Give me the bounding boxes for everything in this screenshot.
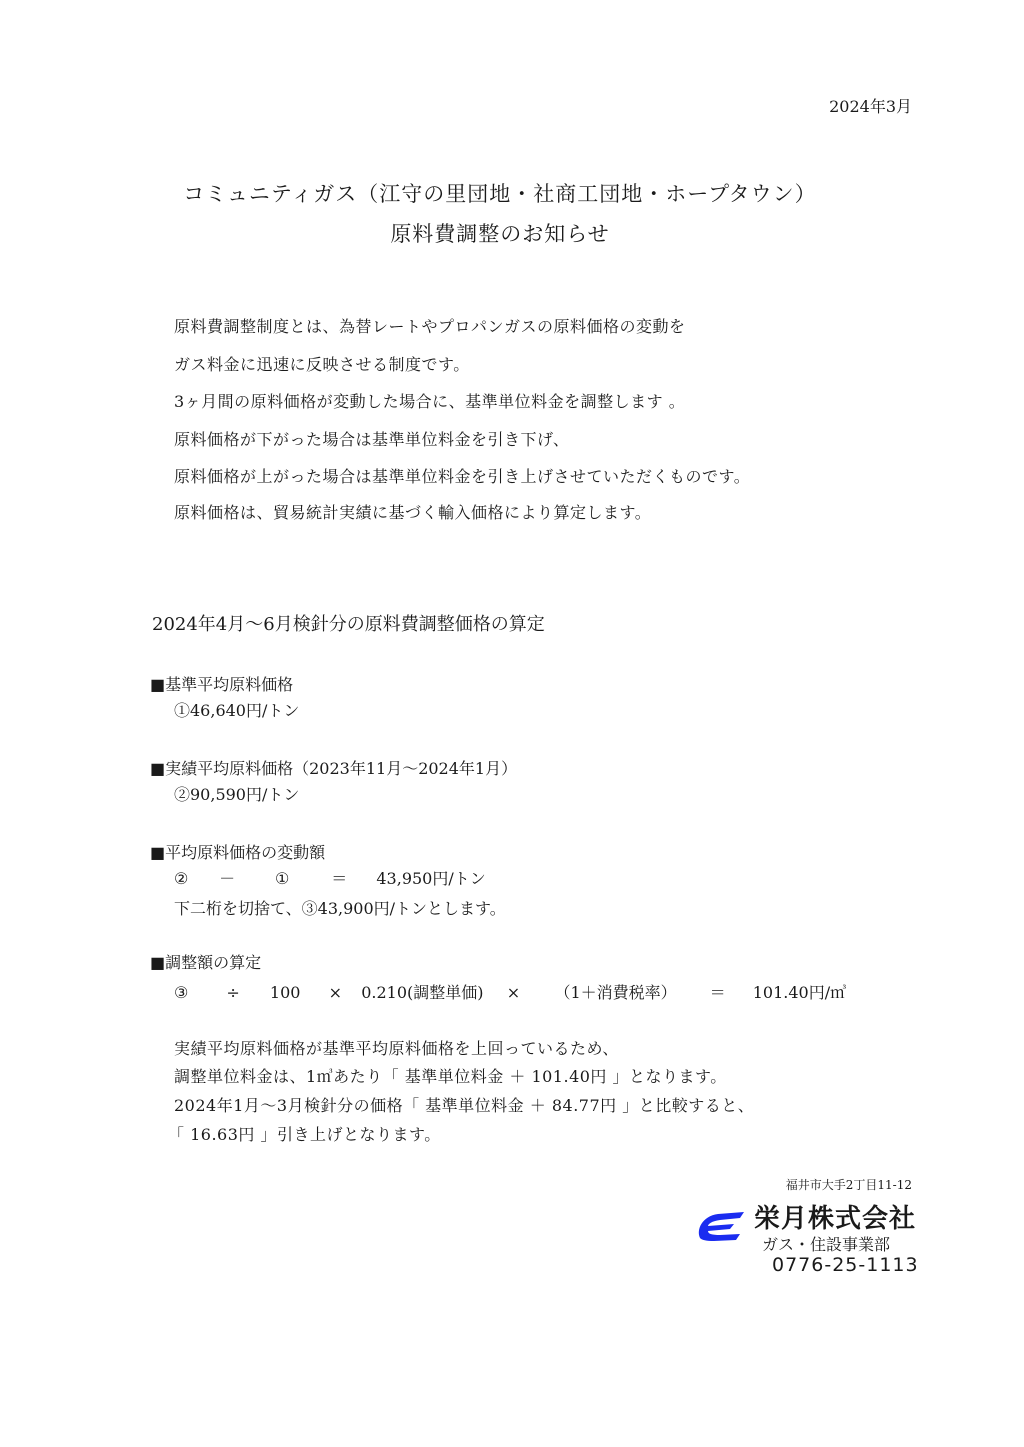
intro-line: 原料価格が上がった場合は基準単位料金を引き上げさせていただくものです。	[174, 467, 751, 486]
change-note: 下二桁を切捨て、③43,900円/トンとします。	[174, 899, 506, 918]
change-formula	[174, 866, 486, 889]
company-logo-icon	[696, 1210, 746, 1242]
document-date: 2024年3月	[829, 97, 912, 116]
base-price-value: ①46,640円/トン	[174, 701, 300, 720]
formula-operator: ÷	[226, 983, 240, 1002]
formula-term: （1＋消費税率）	[554, 983, 677, 1002]
formula-operator: ＝	[331, 869, 348, 888]
conclusion-line: 実績平均原料価格が基準平均原料価格を上回っているため、	[174, 1039, 619, 1058]
intro-line: 原料費調整制度とは、為替レートやプロパンガスの原料価格の変動を	[174, 317, 686, 336]
formula-term: ③	[174, 983, 189, 1002]
formula-operator: ×	[506, 983, 521, 1002]
formula-term: 100	[269, 983, 301, 1002]
actual-price-heading: ■実績平均原料価格（2023年11月～2024年1月）	[150, 759, 518, 778]
base-price-heading: ■基準平均原料価格	[150, 675, 294, 694]
formula-operator: －	[219, 869, 236, 888]
company-info	[690, 1176, 920, 1286]
company-address: 福井市大手2丁目11-12	[785, 1178, 912, 1192]
conclusion-line: 2024年1月～3月検針分の価格「 基準単位料金 ＋ 84.77円 」と比較すると、	[174, 1096, 755, 1115]
document-title-line1: コミュニティガス（江守の里団地・社商工団地・ホープタウン）	[183, 182, 817, 206]
intro-line: ガス料金に迅速に反映させる制度です。	[174, 355, 470, 374]
formula-operator: ＝	[709, 983, 726, 1002]
actual-price-value: ②90,590円/トン	[174, 785, 300, 804]
intro-line: 原料価格が下がった場合は基準単位料金を引き下げ、	[174, 430, 570, 449]
formula-term: ①	[275, 869, 290, 888]
calc-heading: ■調整額の算定	[150, 953, 262, 972]
formula-result: 101.40円/㎥	[752, 983, 847, 1002]
formula-operator: ×	[328, 983, 342, 1002]
formula-term: ②	[174, 869, 189, 888]
company-phone: 0776-25-1113	[772, 1254, 919, 1276]
conclusion-line: 「 16.63円 」引き上げとなります。	[168, 1125, 441, 1144]
intro-line: 原料価格は、貿易統計実績に基づく輸入価格により算定します。	[174, 503, 652, 522]
company-name: 栄月株式会社	[754, 1204, 917, 1234]
document-title-line2: 原料費調整のお知らせ	[390, 222, 610, 246]
company-division: ガス・住設事業部	[762, 1235, 891, 1254]
change-heading: ■平均原料価格の変動額	[150, 843, 326, 862]
section-title: 2024年4月～6月検針分の原料費調整価格の算定	[152, 614, 545, 635]
formula-term: 0.210(調整単価)	[361, 983, 484, 1002]
formula-result: 43,950円/トン	[376, 869, 486, 888]
intro-line: 3ヶ月間の原料価格が変動した場合に、基準単位料金を調整します 。	[174, 392, 686, 411]
conclusion-line: 調整単位料金は、1㎥あたり「 基準単位料金 ＋ 101.40円 」となります。	[174, 1067, 727, 1086]
calc-formula	[174, 980, 846, 1003]
